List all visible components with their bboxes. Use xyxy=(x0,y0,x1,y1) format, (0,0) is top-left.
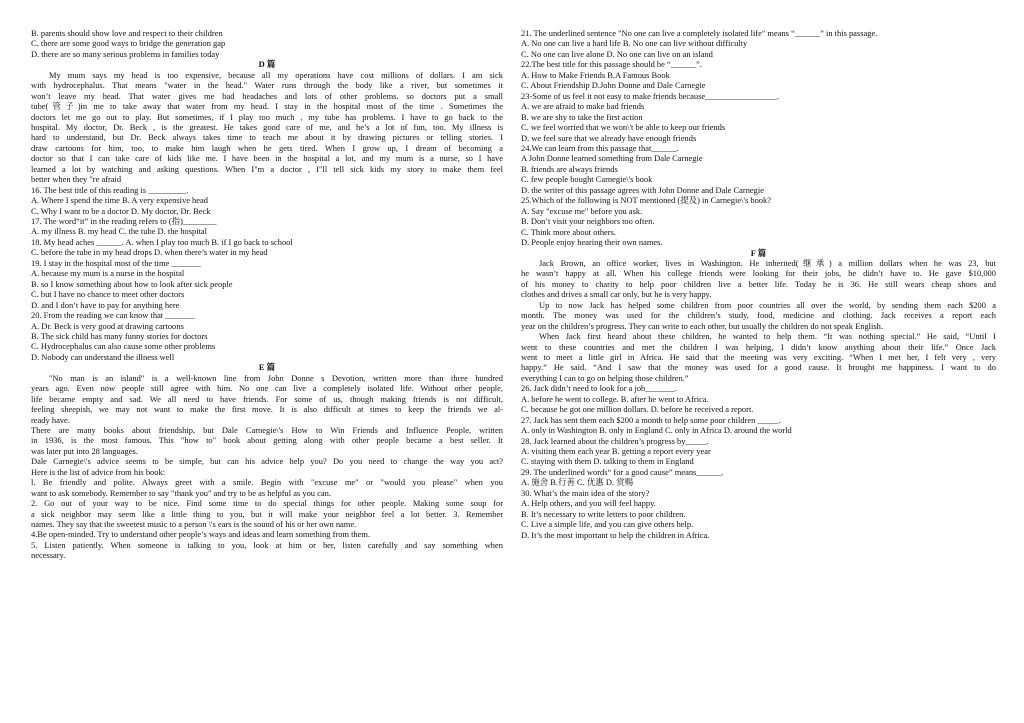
left-line: D 篇 xyxy=(258,59,276,70)
left-line: 16. The best title of this reading is _________. xyxy=(31,184,189,195)
left-line: in 1936, is the most famous. This "how to" book about getting along with other people became a best seller. It xyxy=(31,435,503,446)
right-line: month. The money was used for the children’s study, food, medicine and clothing. Jack receives a report each xyxy=(521,310,996,321)
right-line: B. friends are always friends xyxy=(521,163,618,174)
right-line: D. People enjoy hearing their own names. xyxy=(521,237,663,248)
left-line: Dale Carnegie\'s advice seems to be simple, but can his advice help you? Do you need to change the way you act? xyxy=(31,456,503,467)
right-line: everything I can to go on helping those children.” xyxy=(521,372,689,383)
right-line: When Jack first heard about these children, he wanted to help them. “It was nothing special.” He said, “Until I xyxy=(539,331,996,342)
left-line: life became empty and sad. We all need to have friends. For some of us, though making friends is not difficult, xyxy=(31,393,503,404)
right-line: 26. Jack didn’t need to look for a job_______. xyxy=(521,383,677,394)
right-line: A John Donne learned something from Dale Carnegie xyxy=(521,153,703,164)
left-line: doctors let me go out to play. But sometimes, if I play too much , my tube has problems. I have to go back to the xyxy=(31,111,503,122)
right-line: went to these countries and met the children I was helping, I didn’t know anything about their life.” Once Jack xyxy=(521,341,996,352)
left-line: a sick neighbor may seem like a little thing to you, but it will make your neighbor feel a lot better. 3. Remember xyxy=(31,508,503,519)
right-line: D. we feel sure that we already have enough friends xyxy=(521,132,697,143)
right-line: 22.The best title for this passage should be “______”. xyxy=(521,59,702,70)
right-line: D. It’s the most important to help the children in Africa. xyxy=(521,529,710,540)
right-line: went to meet a little girl in Africa. He said that the meeting was very exciting. “When I met her, I felt very , very xyxy=(521,351,996,362)
left-line: draw cartoons for him, too, to make him laugh when he gets tired. When I grow up, I dream of becoming a xyxy=(31,142,503,153)
left-line: want to ask somebody. Remember to say "thank you" and try to be as helpful as you can. xyxy=(31,487,331,498)
left-line: My mum says my head is too expensive, because all my operations have cost millions of dollars. I am sick xyxy=(49,69,503,80)
left-line: tube(管子)in me to take away that water from my head. I stay in the hospital most of the time . Sometimes the xyxy=(31,101,503,112)
left-line: learned a lot by watching and asking questions. When I"m a doctor , I"ll tell sick kids my story to make them feel xyxy=(31,163,503,174)
left-line: A. Dr. Beck is very good at drawing cartoons xyxy=(31,320,184,331)
right-line: 29. The underlined words“ for a good cause” means______. xyxy=(521,466,724,477)
left-line: C. before the tube in my head drops D. when there’s water in my head xyxy=(31,247,268,258)
right-line: C. Think more about others. xyxy=(521,226,616,237)
left-line: won’t leave my head. That water gives me bad headaches and lots of other problems. so doctors put a small xyxy=(31,90,503,101)
right-line: 25.Which of the following is NOT mentioned (提及) in Carnegie\'s book? xyxy=(521,195,771,206)
left-line: 4.Be open-minded. Try to understand other people’s ways and ideas and learn something from them. xyxy=(31,529,371,540)
right-line: A. No one can live a hard life B. No one can live without difficulty xyxy=(521,38,748,49)
left-line: feeling sheepish, we may not want to make the first move. It is also difficult at times to keep the friends we al- xyxy=(31,404,503,415)
right-line: of his money to charity to help poor children live a better life. Today he is 36. He still wears cheap shoes and xyxy=(521,278,996,289)
right-line: C. few people bought Carnegie\'s book xyxy=(521,174,653,185)
left-line: necessary. xyxy=(31,550,66,561)
right-line: A. Help others, and you will feel happy. xyxy=(521,498,656,509)
left-line: was later put into 28 languages. xyxy=(31,445,138,456)
right-line: happy.” He said. “And I saw that the money was used for a good cause. It brought me happiness. I want to do xyxy=(521,362,996,373)
left-line: C. Why I want to be a doctor D. My doctor, Dr. Beck xyxy=(31,205,211,216)
left-line: names. They say that the sweetest music to a person \'s ears is the sound of his or her own name. xyxy=(31,518,357,529)
left-line: A. because my mum is a nurse in the hospital xyxy=(31,268,185,279)
right-line: Up to now Jack has helped some children from poor countries all over the world, by sending them each $200 a xyxy=(539,299,996,310)
right-line: C. Live a simple life, and you can give others help. xyxy=(521,519,694,530)
right-line: year on the children’s progress. They can write to each other, but usually the children do not speak English. xyxy=(521,320,883,331)
left-line: l. Be friendly and polite. Always greet with a smile. Begin with "excuse me" or "would you please" when you xyxy=(31,477,503,488)
right-line: F 篇 xyxy=(750,247,767,258)
left-line: E 篇 xyxy=(258,362,276,373)
right-line: B. we are shy to take the first action xyxy=(521,111,643,122)
right-line: C. About Friendship D.John Donne and Dale Carnegie xyxy=(521,80,706,91)
right-line: B. It’s necessary to write letters to poor children. xyxy=(521,508,686,519)
right-line: C. No one can live alone D. No one can live on an island xyxy=(521,48,713,59)
left-line: A. my illness B. my head C. the tube D. the hospital xyxy=(31,226,207,237)
left-line: 18. My head aches ______. A. when I play too much B. if I go back to school xyxy=(31,236,293,247)
right-line: D. the writer of this passage agrees with John Donne and Dale Carnegie xyxy=(521,184,764,195)
left-line: hard to understand, but Dr. Beck always takes time to teach me about it by drawing pictures or telling stories. I xyxy=(31,132,503,143)
left-line: with hydrocephalus. That means "water in the head." Water runs through the body like a river, but sometimes it xyxy=(31,80,503,91)
right-line: 21. The underlined sentence "No one can live a completely isolated life" means “______” in this passage. xyxy=(521,28,878,38)
left-line: C. but I have no chance to meet other doctors xyxy=(31,289,185,300)
left-line: D. there are so many serious problems in families today xyxy=(31,48,220,59)
left-line: B. The sick child has many funny stories for doctors xyxy=(31,330,208,341)
right-line: B. Don’t visit your neighbors too often. xyxy=(521,216,655,227)
right-line: A. before he went to college. B. after he went to Africa. xyxy=(521,393,709,404)
right-line: clothes and drives a small car only, but he is very happy. xyxy=(521,289,712,300)
right-line: C. staying with them D. talking to them in England xyxy=(521,456,694,467)
right-line: A. we are afraid to make bad friends xyxy=(521,101,645,112)
right-line: he wasn’t happy at all. When his college friends were looking for their jobs, he didn’t have to. He gave $10,000 xyxy=(521,268,996,279)
left-line: C. there are some good ways to bridge the generation gap xyxy=(31,38,226,49)
left-line: 2. Go out of your way to be nice. Find some time to do special things for other people. Making some soup for xyxy=(31,498,503,509)
left-column xyxy=(31,28,503,561)
left-line: "No man is an island" is a well-known line from John Donne s Devotion, written more than three hundred xyxy=(49,372,503,383)
right-line: 23-Some of us feel it not easy to make friends because_________________. xyxy=(521,90,779,101)
right-line: 24.We can learn from this passage that______. xyxy=(521,142,679,153)
left-line: doctor so that I can take care of kids like me. I have been in the hospital a lot, and my mum is a nurse, so I have xyxy=(31,153,503,164)
left-line: better when they "re afraid xyxy=(31,174,122,185)
left-line: D. Nobody can understand the illness well xyxy=(31,351,175,362)
left-line: hospital. My doctor, Dr. Beck , is the greatest. He takes good care of me, and he’s a lot of fun, too. My illness is xyxy=(31,122,503,132)
right-line: 30. What’s the main idea of the story? xyxy=(521,487,650,498)
right-line: A. 施舍 B.行善 C. 优惠 D. 赏赐 xyxy=(521,477,634,488)
left-line: B. parents should show love and respect to their children xyxy=(31,28,223,38)
right-line: A. How to Make Friends B.A Famous Book xyxy=(521,69,670,80)
right-line: 27. Jack has sent them each $200 a month to help some poor children _____. xyxy=(521,414,781,425)
right-line: C. because he got one million dollars. D. before he received a report. xyxy=(521,404,754,415)
left-line: B. so I know something about how to look after sick people xyxy=(31,278,233,289)
left-line: 19. I stay in the hospital most of the time _______ xyxy=(31,257,201,268)
right-line: C. we feel worried that we won\'t be able to keep our friends xyxy=(521,122,726,133)
left-line: C. Hydrocephalus can also cause some other problems xyxy=(31,341,216,352)
left-line: D. and I don’t have to pay for anything here xyxy=(31,299,180,310)
left-line: ready have. xyxy=(31,414,70,425)
right-line: 28. Jack learned about the children’s progress by_____. xyxy=(521,435,709,446)
left-line: There are many books about friendship, but Dale Carnegie\'s How to Win Friends and Influence People, written xyxy=(31,425,503,435)
left-line: Here is the list of advice from his book: xyxy=(31,466,166,477)
left-line: 5. Listen patiently. When someone is talking to you, look at him or her, listen carefully and say something when xyxy=(31,539,503,550)
right-line: Jack Brown, an office worker, lives in Washington. He inherited(继承) a million dollars when he was 23, but xyxy=(539,257,996,268)
left-line: A. Where I spend the time B. A very expensive head xyxy=(31,195,208,206)
left-line: 20. From the reading we can know that _______ xyxy=(31,310,195,321)
right-line: A. Say "excuse me" before you ask. xyxy=(521,205,643,216)
left-line: years ago. Even now people still agree with him. No one can live a completely isolated life. Without other people, xyxy=(31,383,503,394)
right-line: A. visiting them each year B. getting a report every year xyxy=(521,445,711,456)
left-line: 17. The word“it” in the reading refers to (指)________ xyxy=(31,216,217,226)
right-line: A. only in Washington B. only in England C. only in Africa D. around the world xyxy=(521,425,792,436)
right-column xyxy=(521,28,996,540)
